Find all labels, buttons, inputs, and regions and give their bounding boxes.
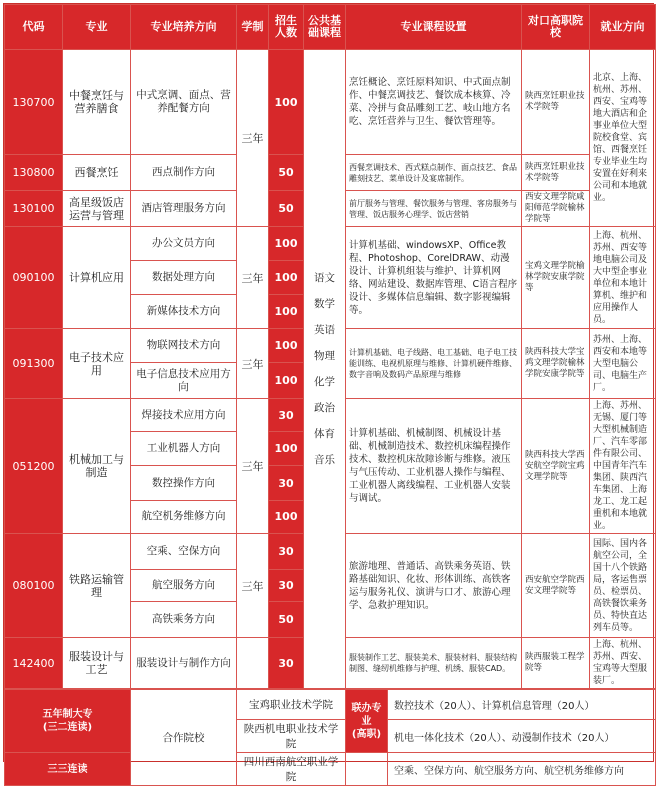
major-name: 服装设计与工艺	[63, 638, 131, 689]
duration: 三年	[237, 399, 269, 534]
table-row	[5, 753, 656, 786]
college: 陕西科技大学宝鸡文理学院榆林学院安康学院等	[522, 329, 590, 399]
public-course: 物理	[314, 350, 335, 362]
direction: 电子信息技术应用方向	[131, 363, 237, 399]
enroll-count: 30	[269, 399, 304, 432]
major-name: 机械加工与制造	[63, 399, 131, 534]
cooperation-table	[4, 689, 656, 786]
public-course: 语文	[314, 272, 335, 284]
enroll-count: 100	[269, 329, 304, 363]
direction: 酒店管理服务方向	[131, 191, 237, 227]
header-major: 专业	[63, 5, 131, 50]
header-code: 代码	[5, 5, 63, 50]
direction: 中式烹调、面点、营养配餐方向	[131, 50, 237, 155]
duration: 三年	[237, 50, 269, 227]
employment: 北京、上海、杭州、苏州、西安、宝鸡等地大酒店和企事业单位大型院校食堂、宾馆、西餐烹饪专业毕业生均安置在好利来公司和本地就业。	[590, 50, 656, 227]
college: 西安航空学院西安文理学院等	[522, 534, 590, 638]
table-row	[5, 690, 656, 720]
enroll-count: 30	[269, 534, 304, 570]
five-year-label	[5, 690, 131, 753]
direction: 航空服务方向	[131, 570, 237, 602]
enroll-count: 50	[269, 191, 304, 227]
major-name: 高星级饭店运营与管理	[63, 191, 131, 227]
course-list: 计算机基础、机械制图、机械设计基础、机械制造技术、数控机床编程操作技术、数控机床故障诊断与维修。液压与气压传动、工业机器人操作与编程、工业机器人离线编程、工业机器人安装与调试。	[346, 399, 522, 534]
course-list: 旅游地理、普通话、高铁乘务英语、铁路基础知识、化妆、形体训练、高铁客运与服务礼仪、演讲与口才、旅游心理学、急救护理知识。	[346, 534, 522, 638]
major-code: 090100	[5, 227, 63, 329]
employment: 上海、杭州、苏州、西安、宝鸡等大型服装厂。	[590, 638, 656, 689]
duration: 三年	[237, 534, 269, 638]
employment: 上海、杭州、苏州、西安等地电脑公司及大中型企事业单位和本地计算机、维护和应用操作人员。	[590, 227, 656, 329]
enroll-count: 100	[269, 295, 304, 329]
college: 陕西烹饪职业技术学院等	[522, 155, 590, 191]
enroll-count: 30	[269, 570, 304, 602]
course-list: 烹饪概论、烹饪原料知识、中式面点制作、中餐烹调技艺、餐饮成本核算、冷菜、冷拼与食品雕刻工艺、岐山地方名吃、烹饪营养与卫生、餐饮管理等。	[346, 50, 522, 155]
blank-cell	[346, 753, 388, 786]
major-code: 080100	[5, 534, 63, 638]
three-three-label: 三三连读	[5, 753, 131, 786]
major-code: 130100	[5, 191, 63, 227]
partner-label: 合作院校	[131, 690, 237, 786]
major-code: 130700	[5, 50, 63, 155]
college: 宝鸡文理学院榆林学院安康学院等	[522, 227, 590, 329]
enroll-count: 50	[269, 602, 304, 638]
header-duration: 学制	[237, 5, 269, 50]
joint-major: 机电一体化技术（20人）、动漫制作技术（20人）	[388, 720, 656, 753]
course-list: 西餐烹调技术、西式糕点制作、面点技艺、食品雕刻技艺、菜单设计及宴席制作。	[346, 155, 522, 191]
major-name: 西餐烹饪	[63, 155, 131, 191]
header-employment: 就业方向	[590, 5, 656, 50]
header-direction: 专业培养方向	[131, 5, 237, 50]
five-year-sub: (三二连读)	[42, 722, 93, 733]
major-code: 051200	[5, 399, 63, 534]
direction: 服装设计与制作方向	[131, 638, 237, 689]
duration: 三年	[237, 227, 269, 329]
duration: 三年	[237, 329, 269, 399]
header-college: 对口高职院校	[522, 5, 590, 50]
public-course: 体育	[314, 428, 335, 440]
enroll-count: 100	[269, 261, 304, 295]
majors-table	[4, 4, 656, 689]
public-courses	[304, 50, 346, 689]
table-row	[5, 50, 656, 155]
enroll-count: 100	[269, 227, 304, 261]
major-code: 091300	[5, 329, 63, 399]
employment: 上海、苏州、无锡、厦门等大型机械制造厂、汽车零部件有限公司、中国青年汽车集团、陕西汽车集团、上海龙工、龙工起重机和本地就业。	[590, 399, 656, 534]
five-year-title: 五年制大专	[42, 709, 93, 720]
public-course: 英语	[314, 324, 335, 336]
major-name: 中餐烹饪与营养膳食	[63, 50, 131, 155]
header-enroll: 招生人数	[269, 5, 304, 50]
public-course: 政治	[314, 402, 335, 414]
direction: 空乘、空保方向	[131, 534, 237, 570]
header-row	[5, 5, 656, 50]
joint-major: 空乘、空保方向、航空服务方向、航空机务维修方向	[388, 753, 656, 786]
enroll-count: 100	[269, 432, 304, 466]
public-course: 数学	[314, 298, 335, 310]
partner-school: 陕西机电职业技术学院	[237, 720, 346, 753]
major-name: 计算机应用	[63, 227, 131, 329]
direction: 工业机器人方向	[131, 432, 237, 466]
partner-school: 宝鸡职业技术学院	[237, 690, 346, 720]
course-list: 前厅服务与管理、餐饮服务与管理、客房服务与管理、饭店服务心理学、饭店营销	[346, 191, 522, 227]
enroll-count: 100	[269, 50, 304, 155]
header-public: 公共基础课程	[304, 5, 346, 50]
enroll-count: 50	[269, 155, 304, 191]
major-name: 电子技术应用	[63, 329, 131, 399]
direction: 办公文员方向	[131, 227, 237, 261]
direction: 焊接技术应用方向	[131, 399, 237, 432]
direction: 航空机务维修方向	[131, 500, 237, 533]
course-list: 计算机基础、windowsXP、Office教程、Photoshop、CorelDRAW、动漫设计、计算机组装与维护、计算机网络、网站建设、数据库管理、C语言程序设计、多媒体信息编辑、数字影视编辑等。	[346, 227, 522, 329]
header-courses: 专业课程设置	[346, 5, 522, 50]
public-course: 音乐	[314, 454, 335, 466]
direction: 高铁乘务方向	[131, 602, 237, 638]
direction: 新媒体技术方向	[131, 295, 237, 329]
public-course: 化学	[314, 376, 335, 388]
duration	[237, 638, 269, 689]
partner-school: 四川西南航空职业学院	[237, 753, 346, 786]
joint-label	[346, 690, 388, 753]
direction: 物联网技术方向	[131, 329, 237, 363]
major-code: 142400	[5, 638, 63, 689]
employment: 苏州、上海、西安和本地等大型电脑公司、电脑生产厂。	[590, 329, 656, 399]
college: 西安文理学院咸阳师范学院榆林学院等	[522, 191, 590, 227]
major-code: 130800	[5, 155, 63, 191]
enroll-count: 100	[269, 500, 304, 533]
major-name: 铁路运输管理	[63, 534, 131, 638]
enroll-count: 100	[269, 363, 304, 399]
enroll-count: 30	[269, 638, 304, 689]
college: 陕西烹饪职业技术学院等	[522, 50, 590, 155]
employment: 国际、国内各航空公司，全国十八个铁路局，客运售票员、检票员、高铁餐饮乘务员、特快直达列车员等。	[590, 534, 656, 638]
joint-sub: (高职)	[351, 728, 382, 740]
joint-title: 联办专业	[351, 702, 382, 727]
course-list: 计算机基础、电子线路、电工基础、电子电工技能训练、电视机原理与维修、计算机硬件维修、数字音响及数码产品原理与维修	[346, 329, 522, 399]
enrollment-table-page	[3, 3, 654, 783]
enroll-count: 30	[269, 466, 304, 500]
joint-major: 数控技术（20人）、计算机信息管理（20人）	[388, 690, 656, 720]
course-list: 服装制作工艺、服装美术、服装材料、服装结构制图、缝纫机维修与护理、机绣、服装CAD。	[346, 638, 522, 689]
direction: 数据处理方向	[131, 261, 237, 295]
direction: 数控操作方向	[131, 466, 237, 500]
college: 陕西科技大学西安航空学院宝鸡文理学院等	[522, 399, 590, 534]
direction: 西点制作方向	[131, 155, 237, 191]
college: 陕西服装工程学院等	[522, 638, 590, 689]
